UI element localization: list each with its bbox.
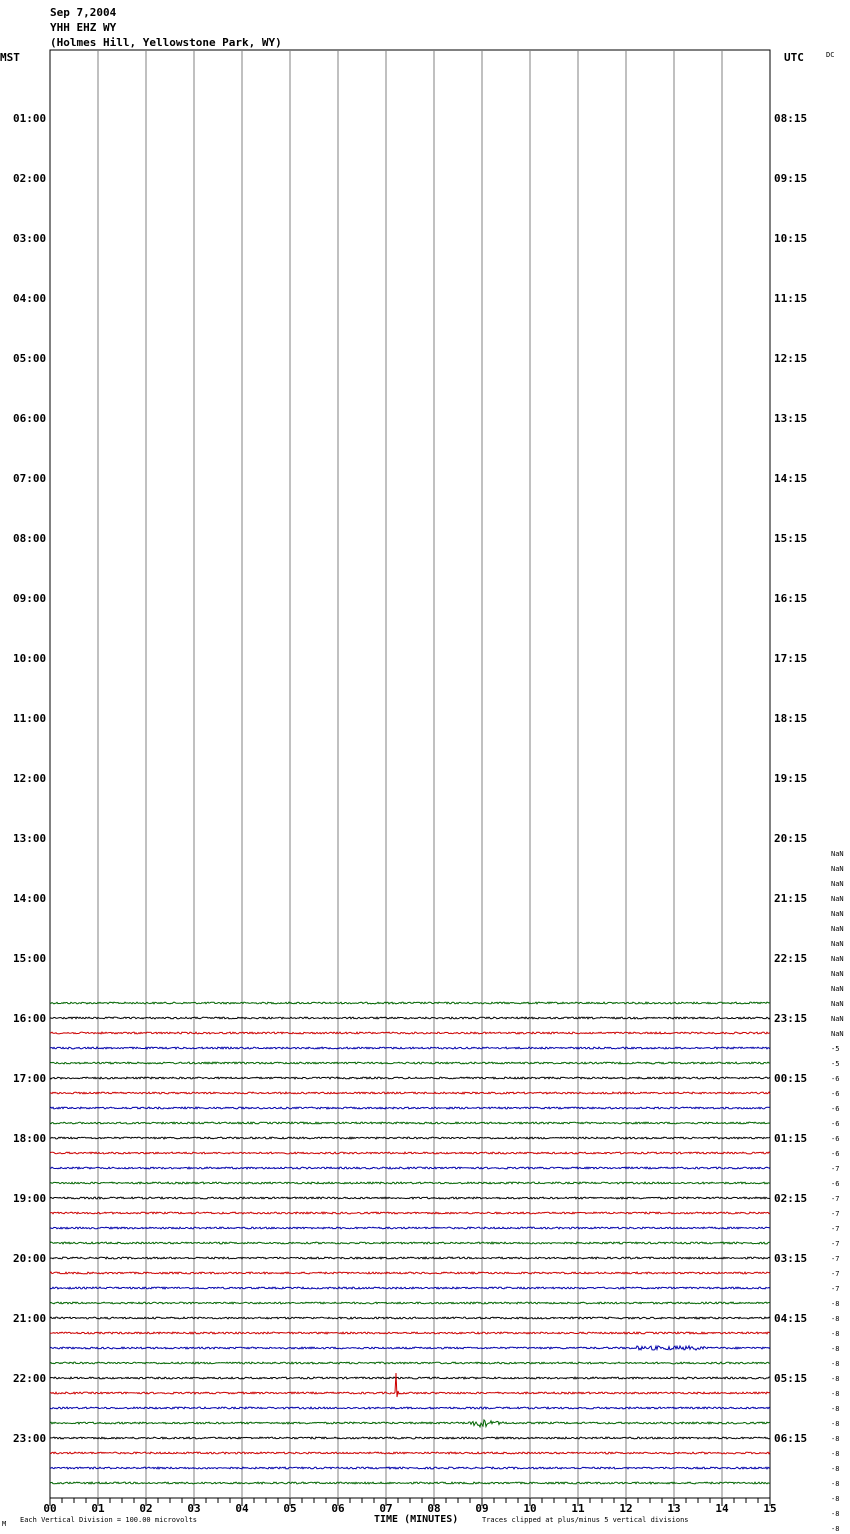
trace-offset-value: -7 xyxy=(831,1195,840,1203)
header-location: (Holmes Hill, Yellowstone Park, WY) xyxy=(50,36,282,49)
x-axis xyxy=(43,1498,776,1515)
mst-hour-label: 13:00 xyxy=(13,832,47,845)
trace-offset-value: -8 xyxy=(831,1450,840,1458)
trace-offset-value: -8 xyxy=(831,1375,840,1383)
trace-line xyxy=(50,1197,770,1199)
trace-line xyxy=(50,1017,770,1019)
x-tick-label: 13 xyxy=(667,1502,681,1515)
trace-line xyxy=(50,1002,770,1004)
trace-line xyxy=(50,1242,770,1244)
mst-hour-label: 22:00 xyxy=(13,1372,47,1385)
utc-hour-label: 19:15 xyxy=(774,772,808,785)
x-tick-label: 07 xyxy=(379,1502,393,1515)
trace-line xyxy=(50,1482,770,1484)
trace-offset-value: -7 xyxy=(831,1255,840,1263)
utc-hour-label: 06:15 xyxy=(774,1432,808,1445)
trace-offset-value: NaN xyxy=(831,895,844,903)
x-tick-label: 11 xyxy=(571,1502,585,1515)
right-axis-label: UTC xyxy=(784,51,804,64)
corner-mark: M xyxy=(2,1520,7,1528)
trace-offset-value: -8 xyxy=(831,1525,840,1533)
trace-offset-value: -6 xyxy=(831,1090,840,1098)
trace-offset-value: -8 xyxy=(831,1330,840,1338)
x-tick-label: 00 xyxy=(43,1502,57,1515)
trace-offset-value: NaN xyxy=(831,955,844,963)
seismic-traces xyxy=(50,1002,770,1484)
utc-hour-label: 12:15 xyxy=(774,352,808,365)
trace-line xyxy=(50,1107,770,1109)
utc-hour-label: 01:15 xyxy=(774,1132,808,1145)
trace-offset-value: -8 xyxy=(831,1390,840,1398)
utc-hour-label: 18:15 xyxy=(774,712,808,725)
trace-line xyxy=(50,1407,770,1409)
utc-hour-label: 14:15 xyxy=(774,472,808,485)
trace-line xyxy=(50,1092,770,1094)
trace-line xyxy=(50,1077,770,1079)
trace-offset-value: -7 xyxy=(831,1240,840,1248)
trace-line xyxy=(50,1227,770,1229)
trace-offset-value: -8 xyxy=(831,1480,840,1488)
trace-offset-value: -6 xyxy=(831,1105,840,1113)
x-tick-label: 06 xyxy=(331,1502,345,1515)
x-tick-label: 15 xyxy=(763,1502,777,1515)
utc-hour-label: 21:15 xyxy=(774,892,808,905)
trace-offset-value: -6 xyxy=(831,1120,840,1128)
trace-offset-value: -6 xyxy=(831,1150,840,1158)
mst-hour-labels xyxy=(13,112,46,1445)
trace-offset-value: NaN xyxy=(831,985,844,993)
trace-line xyxy=(50,1122,770,1124)
trace-offset-value: -5 xyxy=(831,1045,840,1053)
time-grid xyxy=(50,50,770,1498)
mst-hour-label: 04:00 xyxy=(13,292,47,305)
trace-line xyxy=(50,1182,770,1184)
trace-line xyxy=(50,1257,770,1259)
trace-line xyxy=(50,1062,770,1064)
mst-hour-label: 07:00 xyxy=(13,472,47,485)
mst-hour-label: 17:00 xyxy=(13,1072,47,1085)
trace-line xyxy=(50,1287,770,1289)
mst-hour-label: 01:00 xyxy=(13,112,47,125)
mst-hour-label: 11:00 xyxy=(13,712,47,725)
utc-hour-label: 04:15 xyxy=(774,1312,808,1325)
trace-offset-value: -8 xyxy=(831,1435,840,1443)
trace-offset-value: NaN xyxy=(831,880,844,888)
utc-hour-label: 15:15 xyxy=(774,532,808,545)
trace-line xyxy=(50,1317,770,1319)
utc-hour-label: 20:15 xyxy=(774,832,808,845)
trace-offset-value: -5 xyxy=(831,1060,840,1068)
trace-offset-value: NaN xyxy=(831,1015,844,1023)
dc-label: DC xyxy=(826,51,835,59)
utc-hour-label: 05:15 xyxy=(774,1372,808,1385)
trace-offset-value: -8 xyxy=(831,1465,840,1473)
trace-line xyxy=(50,1332,770,1334)
trace-line xyxy=(50,1420,770,1427)
mst-hour-label: 21:00 xyxy=(13,1312,47,1325)
trace-offset-values xyxy=(831,850,844,1533)
utc-hour-label: 11:15 xyxy=(774,292,808,305)
trace-line xyxy=(50,1437,770,1439)
utc-hour-label: 03:15 xyxy=(774,1252,808,1265)
trace-line xyxy=(50,1032,770,1034)
trace-line xyxy=(50,1452,770,1454)
utc-hour-label: 23:15 xyxy=(774,1012,808,1025)
mst-hour-label: 03:00 xyxy=(13,232,47,245)
utc-hour-label: 00:15 xyxy=(774,1072,808,1085)
trace-offset-value: -7 xyxy=(831,1285,840,1293)
header-date: Sep 7,2004 xyxy=(50,6,117,19)
mst-hour-label: 12:00 xyxy=(13,772,47,785)
trace-offset-value: -8 xyxy=(831,1300,840,1308)
trace-offset-value: -8 xyxy=(831,1420,840,1428)
x-tick-label: 12 xyxy=(619,1502,633,1515)
mst-hour-label: 10:00 xyxy=(13,652,47,665)
utc-hour-label: 22:15 xyxy=(774,952,808,965)
trace-offset-value: NaN xyxy=(831,970,844,978)
trace-offset-value: NaN xyxy=(831,850,844,858)
utc-hour-label: 13:15 xyxy=(774,412,808,425)
utc-hour-labels xyxy=(774,112,807,1445)
trace-offset-value: -6 xyxy=(831,1075,840,1083)
trace-line xyxy=(50,1302,770,1304)
utc-hour-label: 10:15 xyxy=(774,232,808,245)
left-axis-label: MST xyxy=(0,51,20,64)
trace-line xyxy=(50,1047,770,1049)
trace-line xyxy=(50,1137,770,1139)
trace-offset-value: -8 xyxy=(831,1405,840,1413)
trace-offset-value: NaN xyxy=(831,865,844,873)
mst-hour-label: 02:00 xyxy=(13,172,47,185)
trace-offset-value: -8 xyxy=(831,1315,840,1323)
trace-line xyxy=(50,1346,770,1350)
mst-hour-label: 08:00 xyxy=(13,532,47,545)
trace-line xyxy=(50,1362,770,1364)
x-tick-label: 10 xyxy=(523,1502,537,1515)
x-tick-label: 01 xyxy=(91,1502,105,1515)
trace-line xyxy=(50,1212,770,1214)
scale-note: Each Vertical Division = 100.00 microvolts xyxy=(20,1516,198,1524)
trace-offset-value: -7 xyxy=(831,1210,840,1218)
trace-offset-value: -8 xyxy=(831,1360,840,1368)
trace-line xyxy=(50,1167,770,1169)
utc-hour-label: 09:15 xyxy=(774,172,808,185)
trace-offset-value: -6 xyxy=(831,1180,840,1188)
trace-line xyxy=(50,1467,770,1469)
x-tick-label: 14 xyxy=(715,1502,729,1515)
plot-frame xyxy=(50,50,770,1498)
trace-line xyxy=(50,1272,770,1274)
utc-hour-label: 08:15 xyxy=(774,112,808,125)
trace-offset-value: -7 xyxy=(831,1165,840,1173)
trace-offset-value: -8 xyxy=(831,1345,840,1353)
mst-hour-label: 16:00 xyxy=(13,1012,47,1025)
trace-offset-value: NaN xyxy=(831,940,844,948)
trace-offset-value: NaN xyxy=(831,910,844,918)
x-tick-label: 04 xyxy=(235,1502,249,1515)
trace-line xyxy=(50,1152,770,1154)
mst-hour-label: 19:00 xyxy=(13,1192,47,1205)
header-station: YHH EHZ WY xyxy=(50,21,117,34)
x-axis-title: TIME (MINUTES) xyxy=(374,1514,459,1525)
clip-note: Traces clipped at plus/minus 5 vertical divisions xyxy=(482,1516,689,1524)
mst-hour-label: 05:00 xyxy=(13,352,47,365)
x-tick-label: 08 xyxy=(427,1502,441,1515)
utc-hour-label: 16:15 xyxy=(774,592,808,605)
mst-hour-label: 15:00 xyxy=(13,952,47,965)
trace-offset-value: NaN xyxy=(831,1000,844,1008)
mst-hour-label: 09:00 xyxy=(13,592,47,605)
trace-offset-value: -6 xyxy=(831,1135,840,1143)
trace-offset-value: -8 xyxy=(831,1510,840,1518)
trace-offset-value: -7 xyxy=(831,1270,840,1278)
mst-hour-label: 23:00 xyxy=(13,1432,47,1445)
x-tick-label: 05 xyxy=(283,1502,297,1515)
x-tick-label: 03 xyxy=(187,1502,201,1515)
mst-hour-label: 20:00 xyxy=(13,1252,47,1265)
x-tick-label: 02 xyxy=(139,1502,153,1515)
utc-hour-label: 17:15 xyxy=(774,652,808,665)
mst-hour-label: 18:00 xyxy=(13,1132,47,1145)
trace-line xyxy=(50,1373,770,1397)
trace-offset-value: -8 xyxy=(831,1495,840,1503)
trace-offset-value: NaN xyxy=(831,1030,844,1038)
trace-offset-value: -7 xyxy=(831,1225,840,1233)
mst-hour-label: 14:00 xyxy=(13,892,47,905)
mst-hour-label: 06:00 xyxy=(13,412,47,425)
utc-hour-label: 02:15 xyxy=(774,1192,808,1205)
x-tick-label: 09 xyxy=(475,1502,489,1515)
trace-offset-value: NaN xyxy=(831,925,844,933)
trace-line xyxy=(50,1377,770,1379)
